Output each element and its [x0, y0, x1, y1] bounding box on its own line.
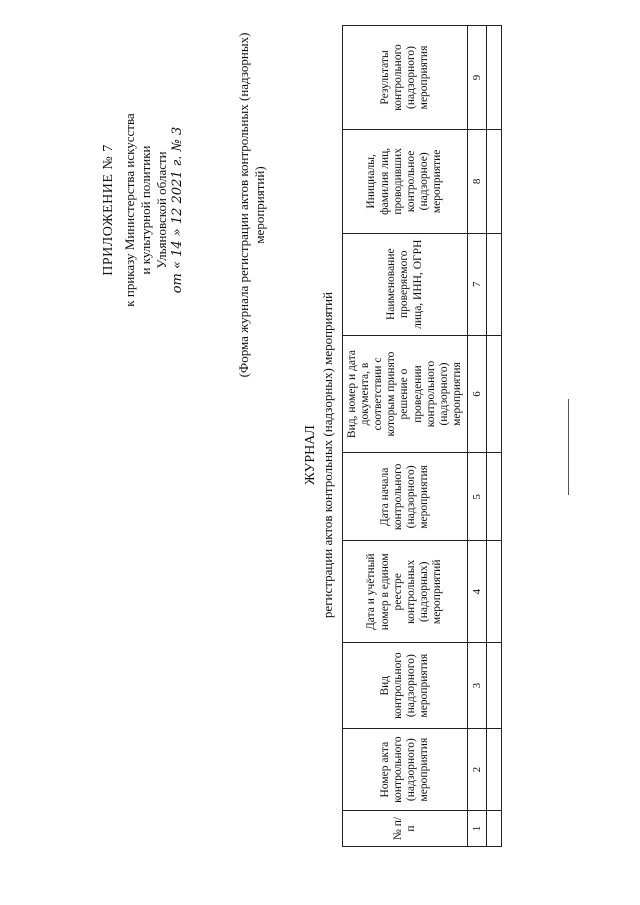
- header-cell: Инициалы, фамилия лиц, проводивших контрольное (надзорное) мероприятие: [343, 129, 468, 233]
- table-cell: [487, 335, 502, 453]
- appendix-title: ПРИЛОЖЕНИЕ № 7: [101, 144, 116, 276]
- column-number: 6: [468, 335, 487, 453]
- table-cell: [487, 26, 502, 130]
- appendix-line-1: к приказу Министерства искусства: [121, 113, 137, 307]
- header-cell: № п/п: [343, 811, 468, 847]
- header-cell: Дата начала контрольного (надзорного) мероприятия: [343, 453, 468, 541]
- column-number: 5: [468, 453, 487, 541]
- table-cell: [487, 643, 502, 729]
- column-number: 8: [468, 129, 487, 233]
- appendix-header: [100, 75, 187, 345]
- column-number: 9: [468, 26, 487, 130]
- column-number: 2: [468, 729, 487, 811]
- header-cell: Наименование проверяемого лица, ИНН, ОГРН: [343, 233, 468, 335]
- journal-subtitle: регистрации актов контрольных (надзорных) мероприятий: [319, 291, 335, 619]
- header-cell: Вид, номер и дата документа, в соответствии с которым принято решение о проведении контрольного (надзорного) мероприятия: [343, 335, 468, 453]
- appendix-line-3: Ульяновской области: [154, 151, 169, 269]
- column-number: 4: [468, 541, 487, 643]
- table-row: [487, 26, 502, 847]
- table-cell: [487, 729, 502, 811]
- table-cell: [487, 129, 502, 233]
- table-header-row: [343, 26, 468, 847]
- end-rule: [568, 399, 569, 495]
- table-cell: [487, 233, 502, 335]
- appendix-date-line: от « 14 » 12 2021 г. № 3: [170, 126, 186, 294]
- header-cell: Результаты контрольного (надзорного) мероприятия: [343, 26, 468, 130]
- appendix-line-2: и культурной политики: [137, 145, 153, 275]
- registration-table: [342, 25, 502, 847]
- table-cell: [487, 453, 502, 541]
- header-cell: Вид контрольного (надзорного) мероприятия: [343, 643, 468, 729]
- form-note: (Форма журнала регистрации актов контрольных (надзорных) мероприятий): [236, 32, 268, 378]
- table-cell: [487, 811, 502, 847]
- journal-title: ЖУРНАЛ: [303, 425, 318, 485]
- table-number-row: [468, 26, 487, 847]
- column-number: 3: [468, 643, 487, 729]
- journal-heading: [302, 205, 336, 705]
- table-cell: [487, 541, 502, 643]
- column-number: 1: [468, 811, 487, 847]
- column-number: 7: [468, 233, 487, 335]
- header-cell: Номер акта контрольного (надзорного) мероприятия: [343, 729, 468, 811]
- header-cell: Дата и учётный номер в едином реестре контрольных (надзорных) мероприятий: [343, 541, 468, 643]
